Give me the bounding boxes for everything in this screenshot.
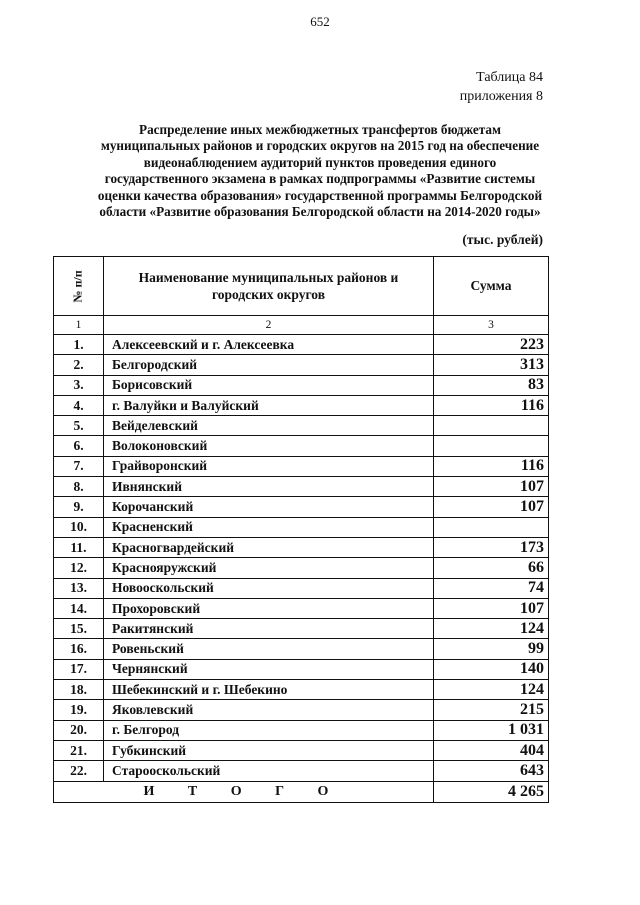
row-number: 21.	[54, 740, 104, 760]
district-name: Белгородский	[104, 355, 434, 375]
district-name: г. Белгород	[104, 720, 434, 740]
district-name: г. Валуйки и Валуйский	[104, 395, 434, 415]
table-row	[54, 355, 549, 375]
row-number: 8.	[54, 477, 104, 497]
row-sum: 404	[434, 740, 549, 760]
row-sum: 140	[434, 659, 549, 679]
table-row	[54, 639, 549, 659]
title-line: государственного экзамена в рамках подпрограммы «Развитие системы	[104, 171, 536, 187]
district-name: Волоконовский	[104, 436, 434, 456]
title-line: видеонаблюдением аудиторий пунктов проведения единого	[143, 154, 497, 170]
table-row	[54, 537, 549, 557]
table-row	[54, 497, 549, 517]
page-number: 652	[310, 14, 330, 29]
table-reference-line2: приложения 8	[459, 89, 543, 104]
column-index: 2	[104, 316, 434, 335]
row-number: 3.	[54, 375, 104, 395]
row-sum: 66	[434, 558, 549, 578]
row-sum	[434, 416, 549, 436]
row-number: 16.	[54, 639, 104, 659]
row-number: 4.	[54, 395, 104, 415]
row-sum: 107	[434, 598, 549, 618]
row-sum: 124	[434, 680, 549, 700]
row-number: 19.	[54, 700, 104, 720]
district-name: Чернянский	[104, 659, 434, 679]
row-number: 1.	[54, 335, 104, 355]
district-name: Яковлевский	[104, 700, 434, 720]
table-row	[54, 740, 549, 760]
row-number: 5.	[54, 416, 104, 436]
table-row	[54, 700, 549, 720]
distribution-table	[53, 256, 549, 803]
row-number: 14.	[54, 598, 104, 618]
header-number	[54, 257, 104, 316]
table-row	[54, 375, 549, 395]
table-row	[54, 335, 549, 355]
column-index: 1	[54, 316, 104, 335]
district-name: Шебекинский и г. Шебекино	[104, 680, 434, 700]
district-name: Ивнянский	[104, 477, 434, 497]
district-name: Корочанский	[104, 497, 434, 517]
row-sum: 313	[434, 355, 549, 375]
total-row	[54, 781, 549, 802]
row-number: 18.	[54, 680, 104, 700]
header-number-text: № п/п	[70, 269, 85, 303]
row-sum: 116	[434, 456, 549, 476]
row-number: 11.	[54, 537, 104, 557]
table-header-row	[54, 257, 549, 316]
row-sum: 643	[434, 761, 549, 781]
column-index-row	[54, 316, 549, 335]
district-name: Краснояружский	[104, 558, 434, 578]
row-sum: 124	[434, 619, 549, 639]
title-line: области «Развитие образования Белгородской области на 2014-2020 годы»	[99, 204, 541, 220]
total-sum: 4 265	[434, 781, 549, 802]
district-name: Губкинский	[104, 740, 434, 760]
title-line: Распределение иных межбюджетных трансфертов бюджетам	[139, 122, 501, 137]
total-label: И Т О Г О	[54, 781, 434, 802]
table-row	[54, 436, 549, 456]
table-row	[54, 456, 549, 476]
table-row	[54, 395, 549, 415]
row-sum: 215	[434, 700, 549, 720]
table-row	[54, 416, 549, 436]
header-sum: Сумма	[434, 257, 549, 316]
district-name: Прохоровский	[104, 598, 434, 618]
header-name-line1: Наименование муниципальных районов и	[138, 270, 399, 285]
table-row	[54, 680, 549, 700]
table-row	[54, 477, 549, 497]
district-name: Борисовский	[104, 375, 434, 395]
row-sum: 107	[434, 497, 549, 517]
row-sum	[434, 517, 549, 537]
table-row	[54, 720, 549, 740]
row-number: 13.	[54, 578, 104, 598]
table-row	[54, 761, 549, 781]
district-name: Ровеньский	[104, 639, 434, 659]
table-row	[54, 558, 549, 578]
row-number: 7.	[54, 456, 104, 476]
district-name: Красненский	[104, 517, 434, 537]
row-sum: 1 031	[434, 720, 549, 740]
document-title	[60, 122, 580, 220]
district-name: Красногвардейский	[104, 537, 434, 557]
table-reference-line1: Таблица 84	[476, 70, 543, 85]
district-name: Ракитянский	[104, 619, 434, 639]
title-line: оценки качества образования» государственной программы Белгородской	[97, 187, 543, 203]
row-number: 9.	[54, 497, 104, 517]
row-number: 20.	[54, 720, 104, 740]
table-row	[54, 598, 549, 618]
row-sum: 83	[434, 375, 549, 395]
units-label: (тыс. рублей)	[462, 232, 543, 247]
title-line: муниципальных районов и городских округов на 2015 год на обеспечение	[100, 138, 540, 154]
district-name: Грайворонский	[104, 456, 434, 476]
row-number: 15.	[54, 619, 104, 639]
row-sum: 223	[434, 335, 549, 355]
row-number: 6.	[54, 436, 104, 456]
table-row	[54, 517, 549, 537]
row-sum	[434, 436, 549, 456]
district-name: Старооскольский	[104, 761, 434, 781]
row-sum: 107	[434, 477, 549, 497]
row-number: 17.	[54, 659, 104, 679]
table-row	[54, 659, 549, 679]
header-name	[104, 257, 434, 316]
header-name-line2: городских округов	[211, 287, 326, 302]
row-sum: 74	[434, 578, 549, 598]
row-number: 2.	[54, 355, 104, 375]
row-number: 10.	[54, 517, 104, 537]
row-sum: 99	[434, 639, 549, 659]
table-row	[54, 578, 549, 598]
district-name: Новооскольский	[104, 578, 434, 598]
district-name: Алексеевский и г. Алексеевка	[104, 335, 434, 355]
table-row	[54, 619, 549, 639]
row-sum: 173	[434, 537, 549, 557]
row-number: 12.	[54, 558, 104, 578]
row-number: 22.	[54, 761, 104, 781]
row-sum: 116	[434, 395, 549, 415]
district-name: Вейделевский	[104, 416, 434, 436]
column-index: 3	[434, 316, 549, 335]
